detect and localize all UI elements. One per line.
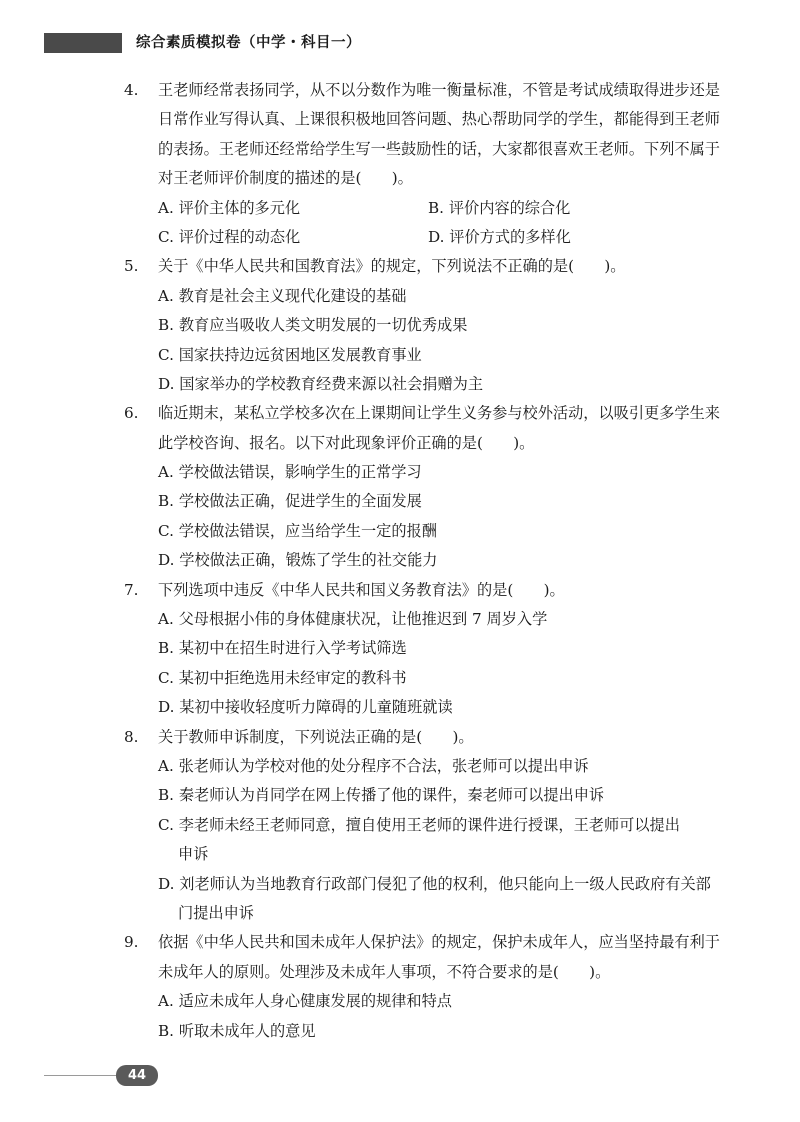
question-4 <box>0 76 800 252</box>
question-5 <box>0 252 800 399</box>
answer-option: D. 国家举办的学校教育经费来源以社会捐赠为主 <box>158 374 484 393</box>
page-number-badge: 44 <box>116 1065 158 1086</box>
question-line <box>0 928 800 957</box>
header-bar <box>44 33 122 53</box>
option-row <box>0 370 800 399</box>
question-text: 的表扬。王老师还经常给学生写一些鼓励性的话，大家都很喜欢王老师。下列不属于 <box>158 139 720 158</box>
answer-option: A. 父母根据小伟的身体健康状况，让他推迟到 7 周岁入学 <box>158 610 548 629</box>
question-text: 对王老师评价制度的描述的是( )。 <box>158 169 413 188</box>
question-text: 下列选项中违反《中华人民共和国义务教育法》的是( )。 <box>158 580 565 599</box>
answer-option: C. 学校做法错误，应当给学生一定的报酬 <box>158 521 437 540</box>
question-line <box>0 76 800 105</box>
answer-option: C. 评价过程的动态化 <box>158 227 301 246</box>
option-row <box>0 223 800 252</box>
answer-option: A. 张老师认为学校对他的处分程序不合法，张老师可以提出申诉 <box>158 756 589 775</box>
question-line <box>0 958 800 987</box>
answer-option: A. 适应未成年人身心健康发展的规律和特点 <box>158 992 452 1011</box>
answer-option: A. 教育是社会主义现代化建设的基础 <box>158 286 407 305</box>
option-row <box>0 899 800 928</box>
question-line <box>0 252 800 281</box>
answer-option: D. 学校做法正确，锻炼了学生的社交能力 <box>158 551 438 570</box>
answer-option: A. 评价主体的多元化 <box>158 198 301 217</box>
answer-option-continuation: 门提出申诉 <box>178 903 254 922</box>
answer-option: B. 评价内容的综合化 <box>428 198 571 217</box>
page-header-title: 综合素质模拟卷（中学・科目一） <box>136 35 361 51</box>
answer-option: D. 某初中接收轻度听力障碍的儿童随班就读 <box>158 698 453 717</box>
question-text: 临近期末，某私立学校多次在上课期间让学生义务参与校外活动，以吸引更多学生来 <box>158 404 720 423</box>
question-text: 此学校咨询、报名。以下对此现象评价正确的是( )。 <box>158 433 535 452</box>
option-row <box>0 752 800 781</box>
question-number: 6. <box>124 404 139 423</box>
question-number: 5. <box>124 257 139 276</box>
option-row <box>0 458 800 487</box>
question-text: 关于《中华人民共和国教育法》的规定，下列说法不正确的是( )。 <box>158 257 626 276</box>
question-number: 9. <box>124 933 139 952</box>
answer-option: B. 某初中在招生时进行入学考试筛选 <box>158 639 407 658</box>
option-row <box>0 634 800 663</box>
question-number: 8. <box>124 727 139 746</box>
answer-option: B. 学校做法正确，促进学生的全面发展 <box>158 492 422 511</box>
option-row <box>0 840 800 869</box>
option-row <box>0 194 800 223</box>
question-text: 王老师经常表扬同学，从不以分数作为唯一衡量标准，不管是考试成绩取得进步还是 <box>158 81 720 99</box>
option-row <box>0 987 800 1016</box>
question-line <box>0 164 800 193</box>
option-row <box>0 693 800 722</box>
question-number: 7. <box>124 580 139 599</box>
answer-option: B. 听取未成年人的意见 <box>158 1021 316 1040</box>
question-6 <box>0 399 800 575</box>
option-row <box>0 311 800 340</box>
question-line <box>0 429 800 458</box>
question-text: 未成年人的原则。处理涉及未成年人事项，不符合要求的是( )。 <box>158 962 611 981</box>
question-text: 日常作业写得认真、上课很积极地回答问题、热心帮助同学的学生，都能得到王老师 <box>158 110 720 129</box>
answer-option: C. 某初中拒绝选用未经审定的教科书 <box>158 668 407 687</box>
answer-option: C. 国家扶持边远贫困地区发展教育事业 <box>158 345 422 364</box>
question-line <box>0 105 800 134</box>
question-9 <box>0 928 800 1046</box>
question-7 <box>0 576 800 723</box>
answer-option: B. 教育应当吸收人类文明发展的一切优秀成果 <box>158 316 468 335</box>
option-row <box>0 546 800 575</box>
answer-option: A. 学校做法错误，影响学生的正常学习 <box>158 463 422 482</box>
question-number: 4. <box>124 81 139 99</box>
question-8 <box>0 723 800 929</box>
answer-option: D. 刘老师认为当地教育行政部门侵犯了他的权利，他只能向上一级人民政府有关部 <box>158 874 711 893</box>
answer-option: C. 李老师未经王老师同意，擅自使用王老师的课件进行授课，王老师可以提出 <box>158 815 680 834</box>
question-text: 关于教师申诉制度，下列说法正确的是( )。 <box>158 727 474 746</box>
option-row <box>0 605 800 634</box>
option-row <box>0 870 800 899</box>
option-row <box>0 487 800 516</box>
answer-option-continuation: 申诉 <box>178 845 209 864</box>
question-line <box>0 135 800 164</box>
option-row <box>0 1017 800 1046</box>
answer-option: B. 秦老师认为肖同学在网上传播了他的课件，秦老师可以提出申诉 <box>158 786 605 805</box>
footer-rule <box>44 1075 118 1076</box>
question-line <box>0 399 800 428</box>
answer-option: D. 评价方式的多样化 <box>428 227 571 246</box>
option-row <box>0 341 800 370</box>
option-row <box>0 517 800 546</box>
option-row <box>0 781 800 810</box>
option-row <box>0 282 800 311</box>
question-line <box>0 576 800 605</box>
question-list <box>0 76 800 1046</box>
option-row <box>0 811 800 840</box>
option-row <box>0 664 800 693</box>
question-text: 依据《中华人民共和国未成年人保护法》的规定，保护未成年人，应当坚持最有利于 <box>158 933 720 952</box>
question-line <box>0 723 800 752</box>
